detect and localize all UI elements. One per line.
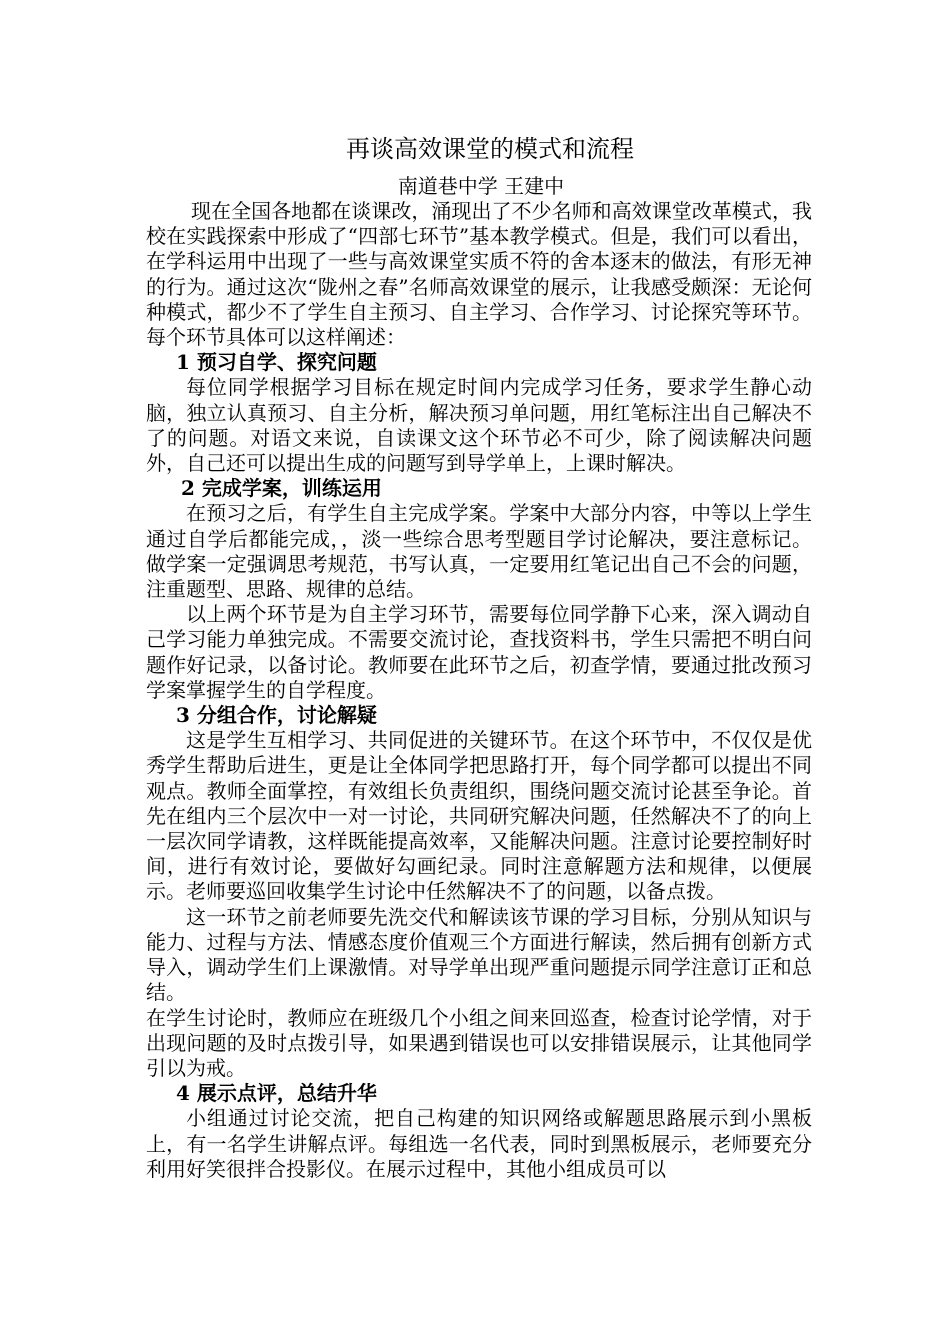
section-2-paragraph-2: 以上两个环节是为自主学习环节，需要每位同学静下心来，深入调动自己学习能力单独完成。不需要交流讨论，查找资料书，学生只需把不明白问题作好记录，以备讨论。教师要在此环节之后，初查学情，要通过批改预习学案掌握学生的自学程度。 bbox=[146, 602, 812, 702]
section-3-paragraph-2: 这一环节之前老师要先洗交代和解读该节课的学习目标，分别从知识与能力、过程与方法、情感态度价值观三个方面进行解读，然后拥有创新方式导入，调动学生们上课激情。对导学单出现严重问题提示同学注意订正和总结。 bbox=[146, 904, 812, 1005]
section-3-paragraph-3: 在学生讨论时，教师应在班级几个小组之间来回巡查，检查讨论学情，对于出现问题的及时点拨引导，如果遇到错误也可以安排错误展示，让其他同学引以为戒。 bbox=[146, 1005, 812, 1080]
section-3-heading: 3 分组合作，讨论解疑 bbox=[176, 703, 377, 728]
section-2-heading: 2 完成学案，训练运用 bbox=[181, 476, 382, 501]
section-1-paragraph-1: 每位同学根据学习目标在规定时间内完成学习任务，要求学生静心动脑，独立认真预习、自主分析，解决预习单问题，用红笔标注出自己解决不了的问题。对语文来说，自读课文这个环节必不可少，除了阅读解决问题外，自己还可以提出生成的问题写到导学单上，上课时解决。 bbox=[146, 375, 812, 476]
intro-paragraph: 现在全国各地都在谈课改，涌现出了不少名师和高效课堂改革模式，我校在实践探索中形成了“四部七环节”基本教学模式。但是，我们可以看出，在学科运用中出现了一些与高效课堂实质不符的舍本逐末的做法，有形无神的行为。通过这次“陇州之春”名师高效课堂的展示，让我感受颇深：无论何种模式，都少不了学生自主预习、自主学习、合作学习、讨论探究等环节。每个环节具体可以这样阐述： bbox=[146, 199, 812, 350]
document-title: 再谈高效课堂的模式和流程 bbox=[346, 135, 634, 163]
section-4-heading: 4 展示点评，总结升华 bbox=[176, 1081, 377, 1106]
document-body bbox=[146, 133, 812, 1182]
document-author: 南道巷中学 王建中 bbox=[397, 174, 565, 198]
section-2-paragraph-1: 在预习之后，有学生自主完成学案。学案中大部分内容，中等以上学生通过自学后都能完成，，淡一些综合思考型题目学讨论解决，要注意标记。做学案一定强调思考规范，书写认真，一定要用红笔记出自己不会的问题，注重题型、思路、规律的总结。 bbox=[146, 501, 812, 602]
section-4-paragraph-1: 小组通过讨论交流，把自己构建的知识网络或解题思路展示到小黑板上，有一名学生讲解点评。每组选一名代表，同时到黑板展示，老师要充分利用好笑很拌合投影仪。在展示过程中，其他小组成员可以 bbox=[146, 1106, 812, 1181]
section-1-heading: 1 预习自学、探究问题 bbox=[176, 350, 377, 375]
section-3-paragraph-1: 这是学生互相学习、共同促进的关键环节。在这个环节中，不仅仅是优秀学生帮助后进生，更是让全体同学把思路打开，每个同学都可以提出不同观点。教师全面掌控，有效组长负责组织，围绕问题交流讨论甚至争论。首先在组内三个层次中一对一讨论，共同研究解决问题，任然解决不了的向上一层次同学请教，这样既能提高效率，又能解决问题。注意讨论要控制好时间，进行有效讨论，要做好勾画纪录。同时注意解题方法和规律，以便展示。老师要巡回收集学生讨论中任然解决不了的问题，以备点拨。 bbox=[146, 728, 812, 904]
